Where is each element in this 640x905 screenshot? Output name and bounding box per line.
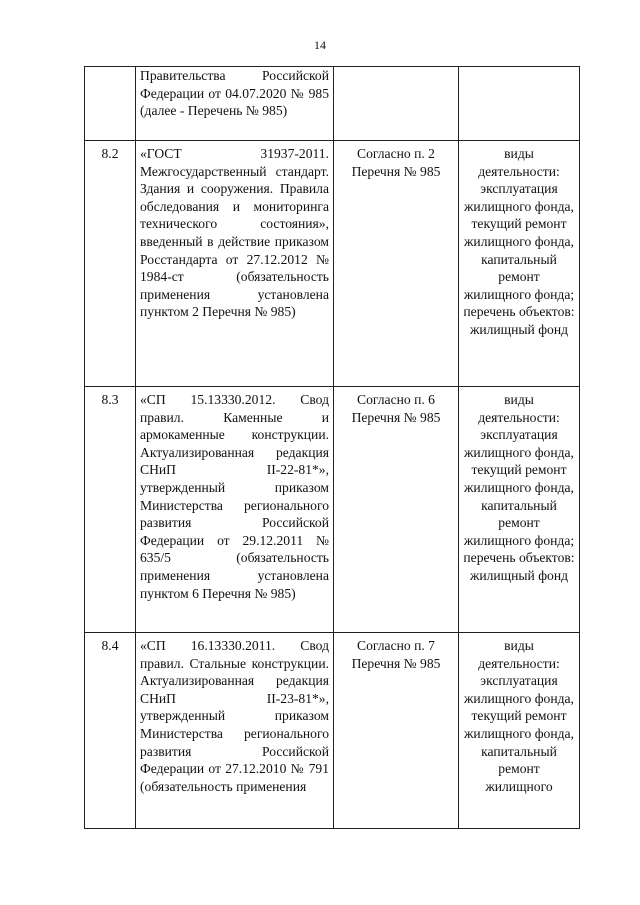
- table-row: [85, 387, 580, 633]
- document-cell: «СП 15.13330.2012. Свод правил. Каменные и армокаменные конструкции. Актуализированная редакция СНиП II-22-81*», утвержденный приказом Министерства регионального развития Российской Федерации от 29.12.2011 № 635/5 (обязательность применения установлена пунктом 6 Перечня № 985): [136, 387, 334, 633]
- row-number-cell: [85, 67, 136, 141]
- row-number-cell: 8.4: [85, 633, 136, 829]
- page-number: 14: [314, 38, 326, 52]
- document-cell: Правительства Российской Федерации от 04.07.2020 № 985 (далее - Перечень № 985): [136, 67, 334, 141]
- scope-cell: виды деятельности: эксплуатация жилищного фонда, текущий ремонт жилищного фонда, капитальный ремонт жилищного фонда; перечень объектов: жилищный фонд: [459, 387, 580, 633]
- section-cell: [334, 67, 459, 141]
- section-cell: Согласно п. 7 Перечня № 985: [334, 633, 459, 829]
- requirements-table: [84, 66, 580, 829]
- section-cell: Согласно п. 2 Перечня № 985: [334, 141, 459, 387]
- table-row: [85, 633, 580, 829]
- row-number-cell: 8.2: [85, 141, 136, 387]
- scope-cell: виды деятельности: эксплуатация жилищного фонда, текущий ремонт жилищного фонда, капитальный ремонт жилищного фонда; перечень объектов: жилищный фонд: [459, 141, 580, 387]
- scope-cell: виды деятельности: эксплуатация жилищного фонда, текущий ремонт жилищного фонда, капитальный ремонт жилищного: [459, 633, 580, 829]
- table-row: [85, 141, 580, 387]
- scope-cell: [459, 67, 580, 141]
- document-cell: «СП 16.13330.2011. Свод правил. Стальные конструкции. Актуализированная редакция СНиП II-23-81*», утвержденный приказом Министерства регионального развития Российской Федерации от 27.12.2010 № 791 (обязательность применения: [136, 633, 334, 829]
- document-cell: «ГОСТ 31937-2011. Межгосударственный стандарт. Здания и сооружения. Правила обследования и мониторинга технического состояния», введенный в действие приказом Росстандарта от 27.12.2012 № 1984-ст (обязательность применения установлена пунктом 2 Перечня № 985): [136, 141, 334, 387]
- row-number-cell: 8.3: [85, 387, 136, 633]
- section-cell: Согласно п. 6 Перечня № 985: [334, 387, 459, 633]
- table-row: [85, 67, 580, 141]
